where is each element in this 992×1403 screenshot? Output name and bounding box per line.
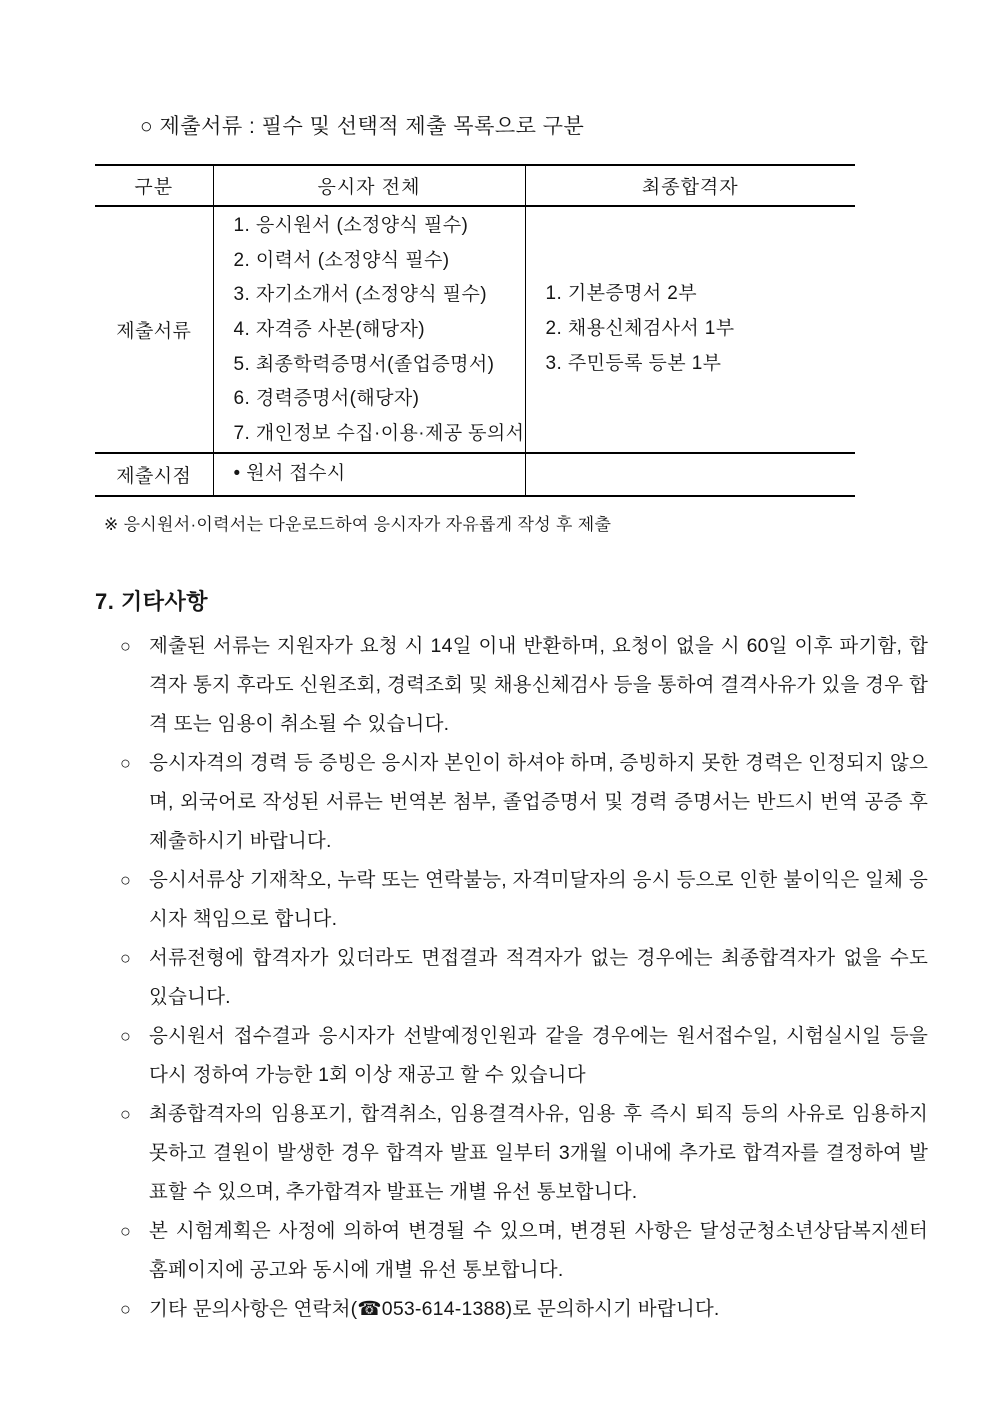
intro-bullet-line: ○ 제출서류 : 필수 및 선택적 제출 목록으로 구분 — [140, 115, 585, 138]
circle-bullet: ○ — [120, 869, 131, 890]
list-item-text: 응시원서 접수결과 응시자가 선발예정인원과 같을 경우에는 원서접수일, 시험실시일 등을 다시 정하여 가능한 1회 이상 재공고 할 수 있습니다 — [149, 1024, 928, 1086]
list-item — [120, 627, 928, 744]
list-item-text: 최종합격자의 임용포기, 합격취소, 임용결격사유, 임용 후 즉시 퇴직 등의 사유로 임용하지 못하고 결원이 발생한 경우 합격자 발표 일부터 3개월 이내에 추가로 합격자를 결정하여 발표할 수 있으며, 추가합격자 발표는 개별 유선 통보합니다. — [149, 1102, 928, 1203]
document-item: 7. 개인정보 수집·이용·제공 동의서 — [233, 423, 525, 445]
circle-bullet: ○ — [120, 947, 131, 968]
document-item: 3. 자기소개서 (소정양식 필수) — [233, 284, 487, 306]
section-title-etc: 7. 기타사항 — [95, 588, 208, 614]
list-item — [120, 744, 928, 861]
list-item-text: 응시서류상 기재착오, 누락 또는 연락불능, 자격미달자의 응시 등으로 인한 불이익은 일체 응시자 책임으로 합니다. — [149, 868, 928, 930]
cell-all-applicants-list — [213, 206, 525, 453]
document-item: 2. 이력서 (소정양식 필수) — [233, 249, 450, 271]
list-item — [120, 1212, 928, 1290]
list-item-text: 기타 문의사항은 연락처(☎053-614-1388)로 문의하시기 바랍니다. — [149, 1297, 720, 1320]
cell-final-passers-list — [525, 206, 855, 453]
list-item-text: 서류전형에 합격자가 있더라도 면접결과 적격자가 없는 경우에는 최종합격자가 없을 수도 있습니다. — [149, 946, 928, 1008]
list-item — [120, 1017, 928, 1095]
circle-bullet: ○ — [120, 1298, 131, 1319]
list-item — [120, 939, 928, 1017]
row-label-documents: 제출서류 — [116, 320, 192, 342]
document-item: 6. 경력증명서(해당자) — [233, 388, 420, 410]
section-bullet-list — [120, 627, 928, 1329]
circle-bullet: ○ — [120, 1103, 131, 1124]
circle-bullet: ○ — [120, 635, 131, 656]
list-item — [120, 1095, 928, 1212]
table-header-row — [95, 165, 855, 206]
document-item: 5. 최종학력증명서(졸업증명서) — [233, 353, 495, 375]
col-header-category: 구분 — [95, 165, 213, 206]
table-footnote: ※ 응시원서·이력서는 다운로드하여 응시자가 자유롭게 작성 후 제출 — [104, 514, 612, 534]
document-item: 3. 주민등록 등본 1부 — [545, 352, 722, 374]
table-row-documents — [95, 206, 855, 453]
list-item-text: 제출된 서류는 지원자가 요청 시 14일 이내 반환하며, 요청이 없을 시 60일 이후 파기함, 합격자 통지 후라도 신원조회, 경력조회 및 채용신체검사 등을 통하여 결격사유가 있을 경우 합격 또는 임용이 취소될 수 있습니다. — [149, 634, 928, 735]
list-item — [120, 1290, 928, 1329]
document-item: 1. 응시원서 (소정양식 필수) — [233, 215, 469, 236]
cell-submission-time — [213, 453, 525, 496]
circle-bullet: ○ — [120, 1025, 131, 1046]
submission-documents-table — [95, 164, 855, 497]
row-label-submission-time: 제출시점 — [95, 453, 213, 496]
document-item: • 원서 접수시 — [233, 462, 346, 484]
list-item-text: 응시자격의 경력 등 증빙은 응시자 본인이 하셔야 하며, 증빙하지 못한 경력은 인정되지 않으며, 외국어로 작성된 서류는 번역본 첨부, 졸업증명서 및 경력 증명서는 반드시 번역 공증 후 제출하시기 바랍니다. — [149, 751, 928, 852]
document-item: 4. 자격증 사본(해당자) — [233, 319, 425, 341]
document-item: 2. 채용신체검사서 1부 — [545, 318, 735, 340]
col-header-final-passers: 최종합격자 — [525, 165, 855, 206]
list-item — [120, 861, 928, 939]
circle-bullet: ○ — [120, 1220, 131, 1241]
table-row-submission-time — [95, 453, 855, 496]
cell-empty — [525, 453, 855, 496]
document-item: 1. 기본증명서 2부 — [545, 283, 697, 305]
circle-bullet: ○ — [120, 752, 131, 773]
col-header-all-applicants: 응시자 전체 — [213, 165, 525, 206]
list-item-text: 본 시험계획은 사정에 의하여 변경될 수 있으며, 변경된 사항은 달성군청소년상담복지센터 홈페이지에 공고와 동시에 개별 유선 통보합니다. — [149, 1219, 929, 1281]
